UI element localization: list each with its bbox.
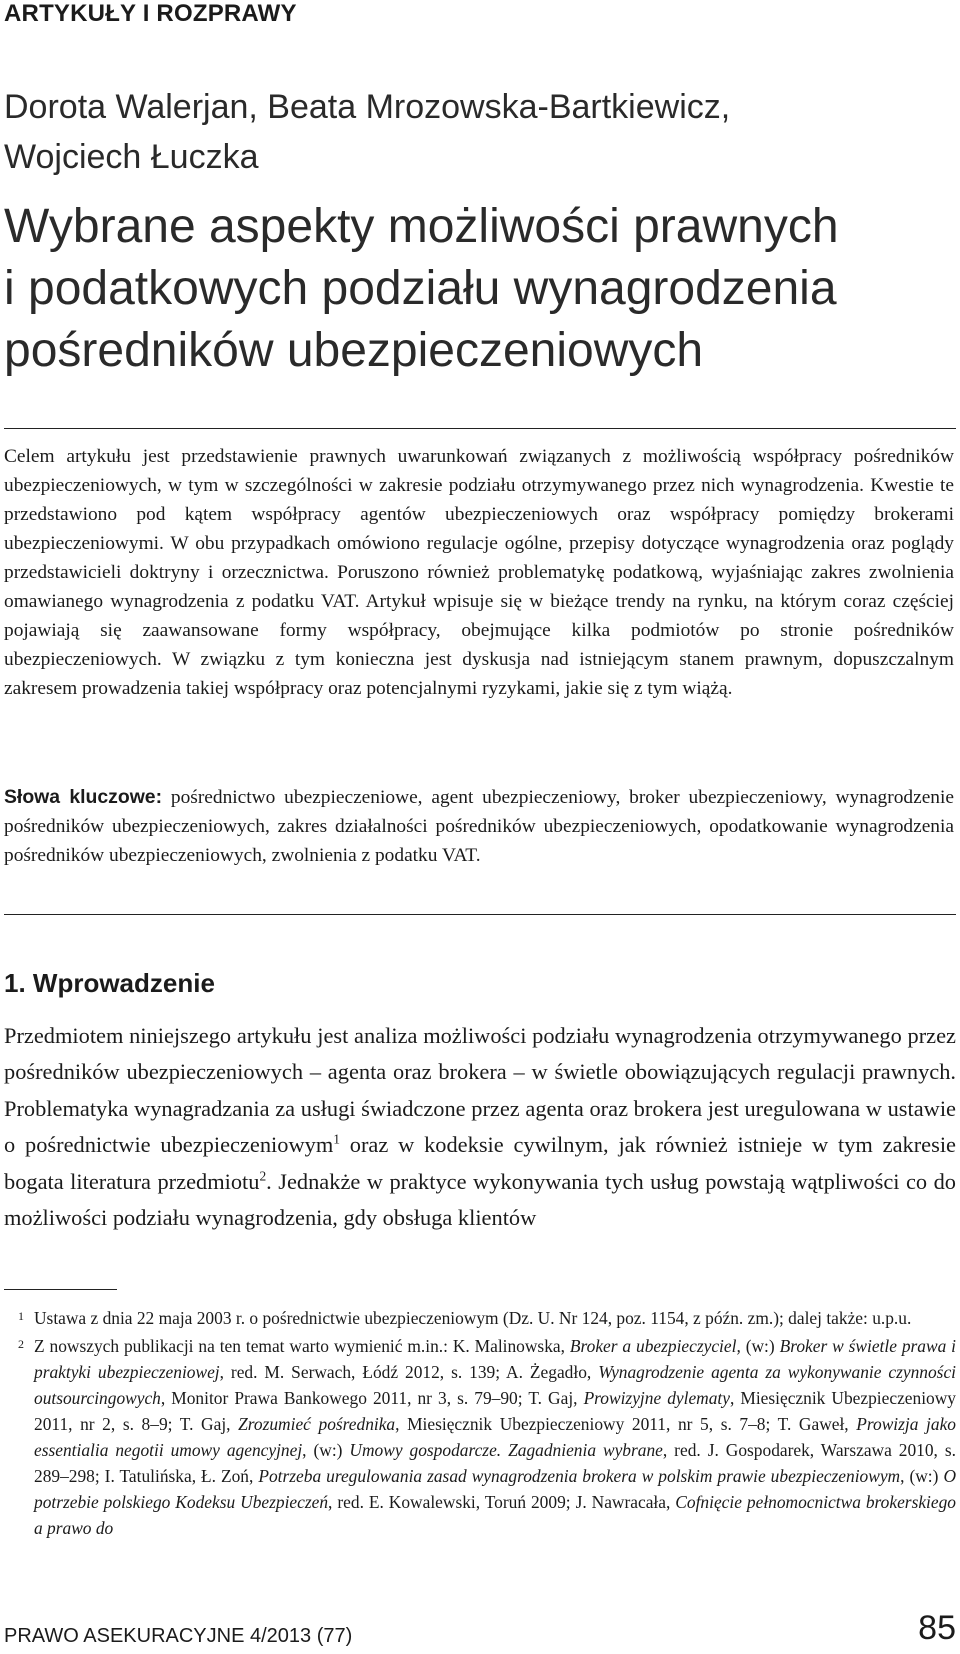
footnote-1 bbox=[4, 1305, 956, 1331]
keywords-text: pośrednictwo ubezpieczeniowe, agent ubezpieczeniowy, broker ubezpieczeniowy, wynagrodzenie pośredników ubezpieczeniowych, zakres działalności pośredników ubezpieczeniowych, opodatkowanie wynagrodzenia pośredników ubezpieczeniowych, zwolnienia z podatku VAT. bbox=[4, 787, 954, 866]
top-divider bbox=[4, 428, 956, 429]
intro-paragraph bbox=[4, 1018, 956, 1236]
title-line-3: pośredników ubezpieczeniowych bbox=[4, 324, 704, 377]
fn2-text: (w:) bbox=[740, 1336, 780, 1356]
authors bbox=[4, 82, 944, 182]
section-heading: 1. Wprowadzenie bbox=[4, 968, 215, 998]
fn2-title: O potrzebie polskiego Kodeksu Ubezpieczeń bbox=[34, 1466, 956, 1512]
fn2-title: Prowizja jako essentialia negotii umowy agencyjnej bbox=[34, 1414, 956, 1460]
fn2-text: , Monitor Prawa Bankowego 2011, nr 3, s. 79–90; T. Gaj, bbox=[160, 1388, 584, 1408]
keywords bbox=[4, 783, 954, 870]
fn2-text: , (w:) bbox=[900, 1466, 944, 1486]
authors-line-1: Dorota Walerjan, Beata Mrozowska-Bartkiewicz, bbox=[4, 88, 731, 126]
fn2-text: , red. M. Serwach, Łódź 2012, s. 139; A. Żegadło, bbox=[219, 1362, 599, 1382]
fn2-title: Broker w świetle prawa i praktyki ubezpieczeniowej bbox=[34, 1336, 956, 1382]
page-number: 85 bbox=[918, 1609, 956, 1647]
footnote-text: Ustawa z dnia 22 maja 2003 r. o pośrednictwie ubezpieczeniowym (Dz. U. Nr 124, poz. 1154, z późn. zm.); dalej także: u.p.u. bbox=[34, 1308, 912, 1328]
authors-line-2: Wojciech Łuczka bbox=[4, 138, 259, 176]
keywords-label: Słowa kluczowe: bbox=[4, 786, 163, 808]
intro-text-2: oraz w kodeksie cywilnym, jak również istnieje w tym zakresie bogata literatura przedmiotu bbox=[4, 1132, 956, 1194]
footnotes bbox=[4, 1305, 956, 1543]
fn2-title: Wynagrodzenie agenta za wykonywanie czynności outsourcingowych bbox=[34, 1362, 956, 1408]
fn2-text: Z nowszych publikacji na ten temat warto wymienić m.in.: K. Malinowska, bbox=[34, 1336, 570, 1356]
bottom-divider bbox=[4, 914, 956, 915]
fn2-title: Prowizyjne dylematy bbox=[583, 1388, 730, 1408]
fn2-text: , Miesięcznik Ubezpieczeniowy 2011, nr 2, s. 8–9; T. Gaj, bbox=[34, 1388, 956, 1434]
intro-text-1: Przedmiotem niniejszego artykułu jest analiza możliwości podziału wynagrodzenia otrzymywanego przez pośredników ubezpieczeniowych – agenta oraz brokera – w świetle obowiązujących regulacji prawnych. Problematyka wynagradzania za usługi świadczone przez agenta oraz brokera jest uregulowana w ustawie o pośrednictwie ubezpieczeniowym bbox=[4, 1023, 956, 1158]
footnote-2 bbox=[4, 1333, 956, 1541]
fn2-title: Potrzeba uregulowania zasad wynagrodzenia brokera w polskim prawie ubezpieczeniowym bbox=[258, 1466, 901, 1486]
fn2-text: , red. J. Gospodarek, Warszawa 2010, s. 289–298; I. Tatulińska, Ł. Zoń, bbox=[34, 1440, 956, 1486]
footnote-number: 1 bbox=[18, 1309, 24, 1323]
fn2-title: Cofnięcie pełnomocnictwa brokerskiego a prawo do bbox=[34, 1492, 956, 1538]
fn2-text: , red. E. Kowalewski, Toruń 2009; J. Nawracała, bbox=[328, 1492, 676, 1512]
intro-text-3: . Jednakże w praktyce wykonywania tych usług powstają wątpliwości co do możliwości podziału wynagrodzenia, gdy obsługa klientów bbox=[4, 1168, 957, 1231]
title-line-1: Wybrane aspekty możliwości prawnych bbox=[4, 200, 839, 253]
title-line-2: i podatkowych podziału wynagrodzenia bbox=[4, 262, 837, 315]
footnote-ref-2[interactable]: 2 bbox=[259, 1168, 267, 1184]
abstract: Celem artykułu jest przedstawienie prawnych uwarunkowań związanych z możliwością współpracy pośredników ubezpieczeniowych, w tym w szczególności w zakresie podziału otrzymywanego przez nich wynagrodzenia. Kwestie te przedstawiono pod kątem współpracy agentów ubezpieczeniowych oraz współpracy pomiędzy brokerami ubezpieczeniowymi. W obu przypadkach omówiono regulacje ogólne, przepisy dotyczące wynagrodzenia oraz poglądy przedstawicieli doktryny i orzecznictwa. Poruszono również problematykę podatkową, wyjaśniając zakres zwolnienia omawianego wynagrodzenia z podatku VAT. Artykuł wpisuje się w bieżące trendy na rynku, na którym coraz częściej pojawiają się zaawansowane formy współpracy, obejmujące kilka podmiotów po stronie pośredników ubezpieczeniowych. W związku z tym konieczna jest dyskusja nad istniejącym stanem prawnym, dopuszczalnym zakresem prowadzenia takiej współpracy oraz potencjalnymi ryzykami, jakie się z tym wiążą. bbox=[4, 446, 954, 699]
article-title bbox=[4, 196, 954, 382]
fn2-title: Zrozumieć pośrednika bbox=[238, 1414, 396, 1434]
fn2-title: Broker a ubezpieczyciel, bbox=[569, 1336, 741, 1356]
section-label: ARTYKUŁY I ROZPRAWY bbox=[4, 0, 297, 27]
fn2-text: , (w:) bbox=[302, 1440, 350, 1460]
footnote-divider bbox=[4, 1289, 117, 1290]
footnote-number: 2 bbox=[18, 1337, 24, 1351]
footnote-ref-1[interactable]: 1 bbox=[333, 1131, 340, 1147]
fn2-text: , Miesięcznik Ubezpieczeniowy 2011, nr 5, s. 7–8; T. Gaweł, bbox=[395, 1414, 857, 1434]
journal-footer: PRAWO ASEKURACYJNE 4/2013 (77) bbox=[4, 1625, 353, 1647]
fn2-title: Umowy gospodarcze. Zagadnienia wybrane bbox=[349, 1440, 663, 1460]
